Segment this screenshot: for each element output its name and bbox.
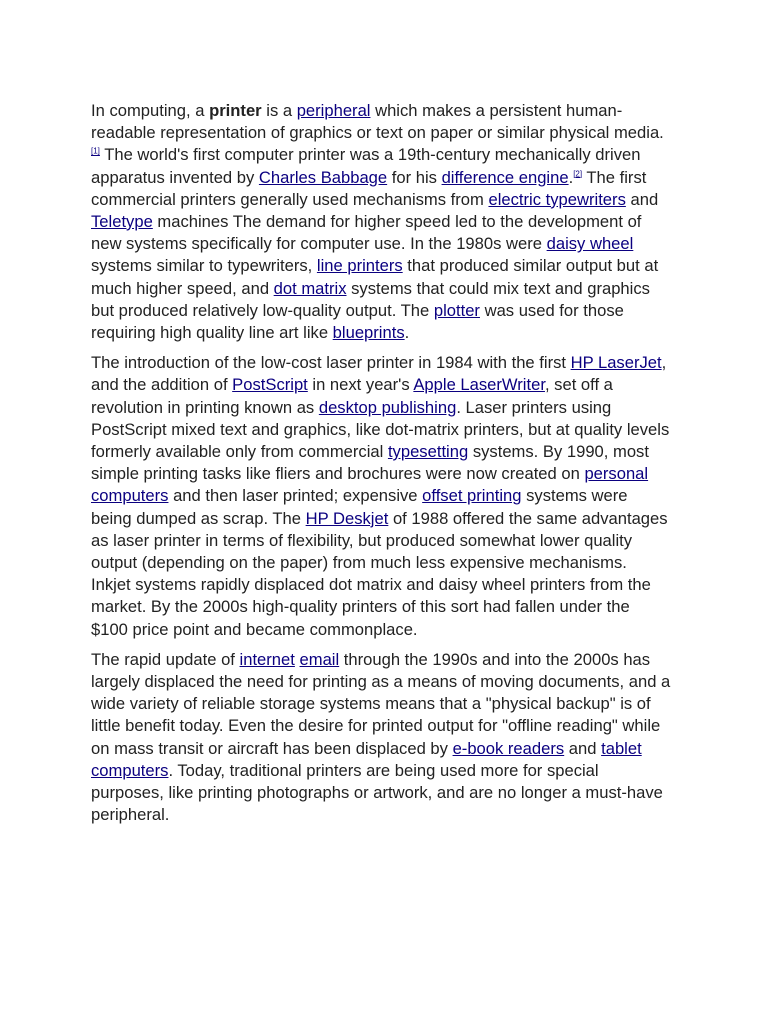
citation-1-link[interactable]: [1] xyxy=(91,146,100,156)
paragraph-text: The rapid update of xyxy=(91,649,240,669)
paragraph-text: of 1988 offered the same advantages as laser printer in terms of flexibility, but produced somewhat lower quality output (depending on the paper) from much less expensive mechanisms. Inkjet systems rapidly displaced dot matrix and daisy wheel printers from the market. By the 2000s high-quality printers of this sort had fallen under the $100 price point and became commonplace. xyxy=(91,508,668,639)
paragraph-text: The introduction of the low-cost laser printer in 1984 with the first xyxy=(91,353,571,373)
article-body xyxy=(91,100,671,835)
link-desktop-publishing[interactable]: desktop publishing xyxy=(318,397,457,417)
link-typesetting[interactable]: typesetting xyxy=(387,442,469,462)
link-postscript[interactable]: PostScript xyxy=(232,375,308,395)
link-tablet-computers[interactable]: tablet computers xyxy=(91,738,642,780)
link-apple-laserwriter[interactable]: Apple LaserWriter xyxy=(413,375,545,395)
term-bold: printer xyxy=(209,101,262,120)
citation-2 xyxy=(573,169,582,178)
paragraph-text: . Today, traditional printers are being used more for special purposes, like printing photographs or artwork, and are no longer a must-have peripheral. xyxy=(91,760,663,825)
link-blueprints[interactable]: blueprints xyxy=(332,323,405,343)
link-electric-typewriters[interactable]: electric typewriters xyxy=(488,189,626,209)
paragraph-text: systems that could mix text and graphics but produced relatively low-quality output. The xyxy=(91,278,650,320)
paragraph-text: was used for those requiring high quality line art like xyxy=(91,300,624,343)
paragraph-text: and xyxy=(625,189,659,209)
paragraph-text: In computing, a xyxy=(91,101,210,120)
link-line-printers[interactable]: line printers xyxy=(316,256,403,276)
paragraph-text: . xyxy=(568,167,574,187)
paragraph xyxy=(91,100,671,344)
paragraph xyxy=(91,352,671,641)
paragraph-text: and then laser printed; expensive xyxy=(168,486,423,506)
paragraph-text: . Laser printers using PostScript mixed text and graphics, like dot-matrix printers, but at quality levels formerly available only from commercial xyxy=(91,397,670,462)
link-peripheral[interactable]: peripheral xyxy=(296,101,371,120)
link-internet[interactable]: internet xyxy=(239,649,295,669)
paragraph-text: in next year's xyxy=(307,375,414,395)
paragraph-text: which makes a persistent human-readable representation of graphics or text on paper or similar physical media. xyxy=(91,101,664,143)
link-difference-engine[interactable]: difference engine xyxy=(441,167,569,187)
paragraph-text: through the 1990s and into the 2000s has largely displaced the need for printing as a means of moving documents, and a wide variety of reliable storage systems means that a "physical backup" is of little benefit today. Even the desire for printed output for "offline reading" while on mass transit or aircraft has been displaced by xyxy=(91,649,671,758)
citation-2-link[interactable]: [2] xyxy=(573,169,583,179)
link-personal-computers[interactable]: personal computers xyxy=(91,464,649,506)
paragraph-text: . xyxy=(404,323,410,343)
paragraph-text: , and the addition of xyxy=(91,353,667,395)
link-daisy-wheel[interactable]: daisy wheel xyxy=(546,234,634,254)
citation-1 xyxy=(91,147,100,156)
paragraph-text: systems were being dumped as scrap. The xyxy=(91,486,628,528)
link-teletype[interactable]: Teletype xyxy=(91,212,153,232)
paragraph-text: , set off a revolution in printing known as xyxy=(91,375,613,417)
link-dot-matrix[interactable]: dot matrix xyxy=(273,278,347,298)
paragraph-text: is a xyxy=(261,101,297,120)
link-charles-babbage[interactable]: Charles Babbage xyxy=(258,167,388,187)
paragraph-text: machines The demand for higher speed led to the development of new systems specifically for computer use. In the 1980s were xyxy=(91,212,642,254)
link-email[interactable]: email xyxy=(299,649,340,669)
link-hp-laserjet[interactable]: HP LaserJet xyxy=(570,353,662,373)
paragraph-text: The world's first computer printer was a 19th-century mechanically driven apparatus invented by xyxy=(91,145,641,187)
paragraph-text: for his xyxy=(387,167,442,187)
link-e-book-readers[interactable]: e-book readers xyxy=(452,738,565,758)
paragraph-text: systems. By 1990, most simple printing tasks like fliers and brochures were now created on xyxy=(91,442,649,484)
paragraph xyxy=(91,649,671,827)
link-offset-printing[interactable]: offset printing xyxy=(422,486,522,506)
paragraph-text: The first commercial printers generally used mechanisms from xyxy=(91,167,647,209)
paragraph-text: that produced similar output but at much higher speed, and xyxy=(91,256,659,298)
link-hp-deskjet[interactable]: HP Deskjet xyxy=(305,508,389,528)
paragraph-text: and xyxy=(564,738,602,758)
paragraph-text: systems similar to typewriters, xyxy=(91,256,317,276)
link-plotter[interactable]: plotter xyxy=(433,300,480,320)
